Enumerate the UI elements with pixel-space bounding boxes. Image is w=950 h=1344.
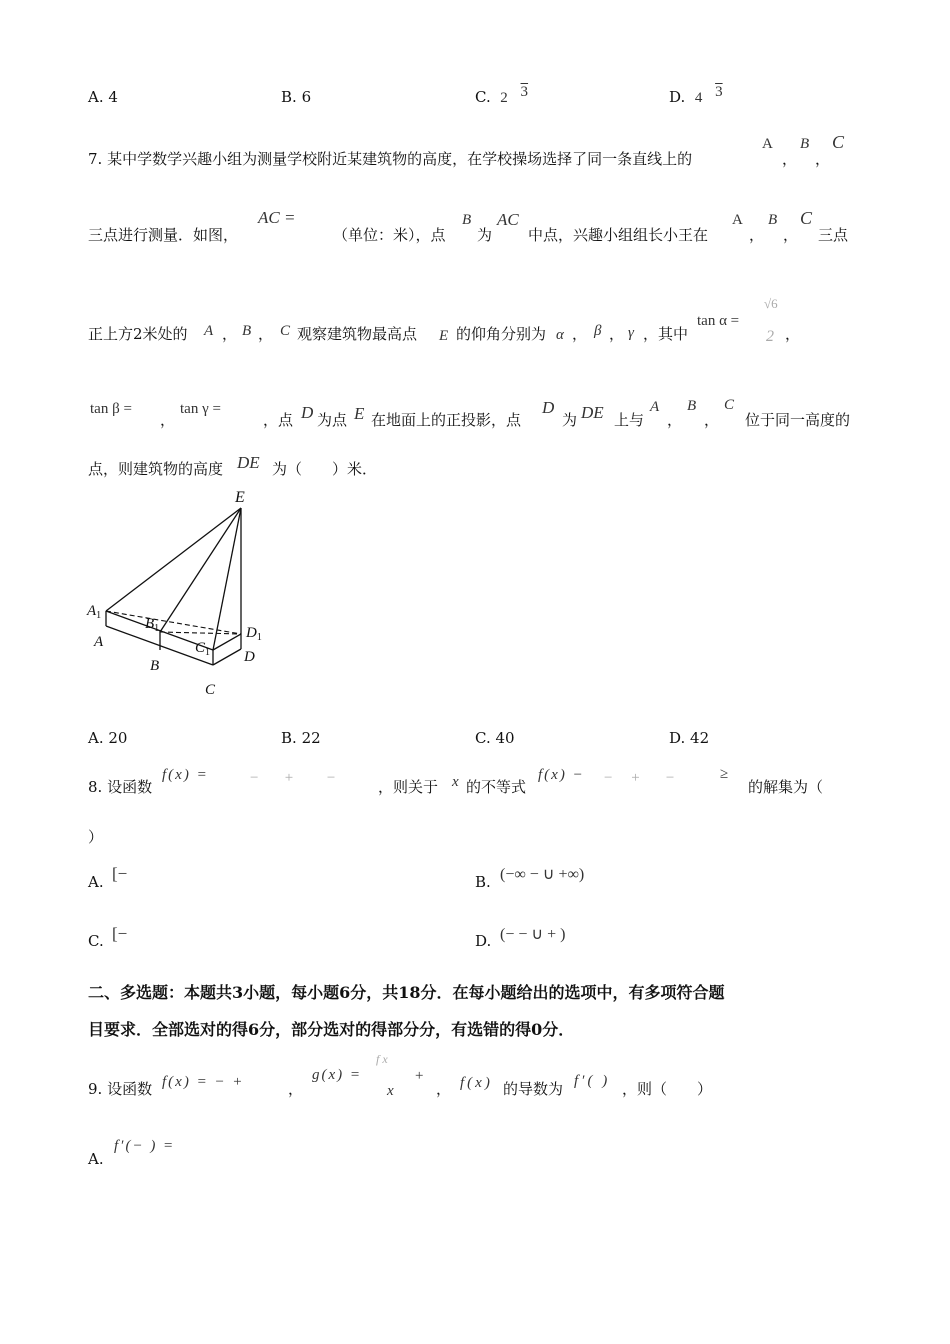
q9-fx: f(x)	[460, 1075, 493, 1091]
q6-option-d: D. 4 3	[669, 84, 723, 106]
q7-point-b: B	[242, 323, 252, 339]
q7-line-4d: 为	[562, 411, 578, 429]
q7-point-b: B	[687, 398, 697, 414]
q7-line-3a: 正上方2米处的	[88, 325, 188, 343]
q9-option-a-label: A.	[88, 1150, 104, 1168]
q7-point-c: C	[280, 323, 291, 339]
q7-tan-alpha: tan α =	[697, 313, 740, 329]
q7-line-4b: 为点	[317, 411, 348, 429]
q7-comma: ，	[815, 150, 831, 168]
q8-function-body: − + −	[250, 770, 336, 786]
q6-option-c: C. 2 3	[475, 84, 529, 106]
q7-comma: ，	[782, 150, 798, 168]
q9-frac-denominator: x	[387, 1083, 394, 1099]
q8-option-b-label: B.	[475, 873, 491, 891]
q7-point-b: B	[462, 212, 472, 228]
q7-line-5b: 为（ ）米．	[272, 460, 378, 478]
q7-comma: ，	[222, 325, 238, 343]
q8-option-d: (− − ∪ + )	[500, 926, 566, 943]
q8-close-paren: ）	[88, 828, 104, 846]
q7-comma: ，	[572, 325, 588, 343]
q9-g-def: g(x) =	[312, 1067, 363, 1083]
q7-option-c: C. 40	[475, 729, 515, 747]
q9-plus: +	[415, 1068, 424, 1084]
label-c1: $C_1$	[195, 640, 211, 658]
q7-point-a: A	[650, 399, 660, 415]
q8-option-c-label: C.	[88, 932, 104, 950]
q9-number: 9. 设函数	[88, 1080, 153, 1098]
q7-alpha: α	[556, 327, 564, 343]
q7-line-4f: 位于同一高度的	[745, 411, 851, 429]
q9-frac-numerator: f x	[376, 1052, 388, 1066]
q7-de: DE	[581, 403, 604, 422]
q9-fprime: f′( )	[574, 1073, 611, 1089]
q7-tan-alpha-denominator: 2	[766, 328, 774, 345]
q7-line-4e: 上与	[614, 411, 645, 429]
q7-beta: β	[594, 323, 602, 339]
q6-option-a: A. 4	[88, 88, 118, 106]
q7-comma: ，	[667, 411, 683, 429]
q7-tan-alpha-numerator: √6	[764, 296, 778, 311]
q7-line-2d: 中点，兴趣小组组长小王在	[528, 226, 709, 244]
label-c: C	[205, 682, 216, 698]
line-c-d	[213, 649, 241, 665]
section-2-line-2: 目要求．全部选对的得6分，部分选对的得部分分，有选错的得0分．	[88, 1020, 575, 1039]
q8-x: x	[452, 774, 459, 790]
q7-line-2a: 三点进行测量．如图，	[88, 226, 239, 244]
dashed-a1-d1	[106, 611, 241, 634]
q8-function-def: f(x) =	[162, 767, 209, 783]
q7-line-5a: 点，则建筑物的高度	[88, 460, 224, 478]
q7-tan-beta: tan β =	[90, 401, 132, 417]
q7-point-d: D	[542, 398, 555, 417]
q7-gamma: γ	[628, 325, 634, 341]
q7-line-1: 7. 某中学数学兴趣小组为测量学校附近某建筑物的高度，在学校操场选择了同一条直线上的	[88, 150, 693, 168]
q9-comma: ，	[288, 1080, 304, 1098]
label-d: D	[244, 649, 255, 665]
q9-text-b: 的导数为	[503, 1080, 564, 1098]
q7-point-e: E	[439, 328, 449, 344]
label-e: E	[235, 489, 245, 506]
q7-line-2e: 三点	[818, 226, 849, 244]
q8-geq: ≥	[720, 766, 729, 782]
q7-comma: ，	[783, 226, 799, 244]
q8-text-d: 的解集为（	[748, 778, 824, 796]
q7-line-3d: ，其中	[643, 325, 689, 343]
q9-comma: ，	[436, 1080, 452, 1098]
q7-point-a: A	[204, 323, 214, 339]
q8-inequality-body: − + −	[604, 770, 675, 786]
label-a: A	[94, 634, 104, 650]
q7-line-4a: ，点	[263, 411, 294, 429]
line-c1-d1	[213, 634, 241, 650]
q8-option-d-label: D.	[475, 932, 492, 950]
q6-option-b: B. 6	[281, 88, 312, 106]
q7-line-2c: 为	[477, 226, 493, 244]
q7-line-3c: 的仰角分别为	[456, 325, 547, 343]
q7-line-3b: 观察建筑物最高点	[297, 325, 418, 343]
q7-point-a: A	[732, 212, 743, 228]
q9-text-c: ，则（ ）	[622, 1080, 713, 1098]
q9-option-a: f′(− ) =	[114, 1138, 176, 1154]
q9-f-def: f(x) = − +	[162, 1074, 245, 1090]
q7-comma: ，	[160, 411, 176, 429]
q7-point-b: B	[800, 136, 810, 152]
q7-comma: ，	[609, 325, 625, 343]
label-b: B	[150, 658, 160, 674]
q7-comma: ，	[749, 226, 765, 244]
q8-text-c: 的不等式	[466, 778, 527, 796]
q8-option-b: (−∞ − ∪ +∞)	[500, 866, 585, 883]
q7-ac-eq: AC =	[258, 208, 296, 227]
q7-tan-gamma: tan γ =	[180, 401, 221, 417]
q7-point-e: E	[354, 404, 365, 423]
q7-ac: AC	[497, 210, 519, 229]
q7-point-d: D	[301, 403, 314, 422]
label-a1: $A_1$	[87, 603, 102, 621]
q7-option-a: A. 20	[88, 729, 128, 747]
q8-text-b: ，则关于	[378, 778, 439, 796]
label-b1: $B_1$	[145, 616, 160, 634]
q8-option-c: [−	[112, 924, 128, 943]
section-2-line-1: 二、多选题：本题共3小题，每小题6分，共18分．在每小题给出的选项中，有多项符合题	[88, 983, 725, 1002]
q8-inequality: f(x) −	[538, 767, 585, 783]
q8-option-a-label: A.	[88, 873, 104, 891]
q7-comma: ，	[785, 325, 801, 343]
q7-point-c: C	[724, 397, 735, 413]
q7-de: DE	[237, 453, 260, 472]
q7-comma: ，	[258, 325, 274, 343]
q7-point-b: B	[768, 212, 778, 228]
q7-point-c: C	[800, 208, 813, 228]
q7-point-a: A	[762, 136, 773, 152]
line-e-a1	[106, 508, 241, 611]
q7-option-d: D. 42	[669, 729, 710, 747]
q7-figure	[84, 484, 284, 700]
q8-number: 8. 设函数	[88, 778, 153, 796]
q7-comma: ，	[704, 411, 720, 429]
label-d1: $D_1$	[246, 625, 262, 643]
q7-line-2b: （单位：米），点	[333, 226, 446, 244]
q7-line-4c: 在地面上的正投影，点	[371, 411, 522, 429]
q7-option-b: B. 22	[281, 729, 321, 747]
q7-point-c: C	[832, 132, 845, 152]
q8-option-a: [−	[112, 864, 128, 883]
